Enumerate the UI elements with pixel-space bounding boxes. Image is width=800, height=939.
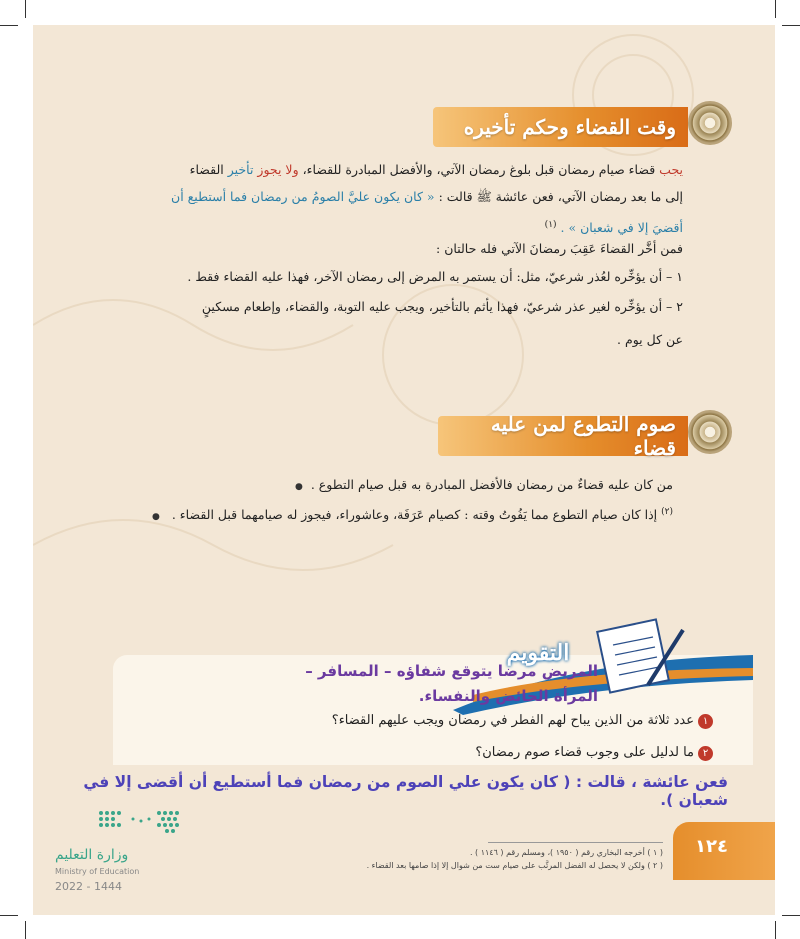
section-heading-makeup-time [433,107,688,147]
paragraph-line: فمن أخَّر القضاءَ عَقِبَ رمضانَ الآتي فله حالتان : [436,241,683,256]
crop-mark [775,0,776,18]
crop-mark [0,915,18,916]
edition-year: 2022 - 1444 [55,880,122,893]
crop-mark [0,25,18,26]
textbook-page [33,25,775,915]
ministry-logo-icon [93,807,193,839]
crop-mark [25,921,26,939]
typed-answer: فعن عائشة ، قالت : ( كان يكون علي الصوم من رمضان فما أستطيع أن أقضى إلا في شعبان ). [83,773,728,809]
evaluation-title: التقويم [506,640,570,666]
question-two: ٢ما لدليل على وجوب قضاء صوم رمضان؟ [393,745,713,761]
rosette-icon [688,101,732,145]
bullet-item: من كان عليه قضاءٌ من رمضان فالأفضل المبادرة به قبل صيام التطوع . ● [183,477,673,492]
paragraph-line: عن كل يوم . [617,332,683,347]
question-one: ١عدد ثلاثة من الذين يباح لهم الفطر في رمضان ويجب عليهم القضاء؟ [233,713,713,729]
handwritten-answer-line2: المرأة الحائض والنفساء. [418,687,598,705]
footnote-divider [488,842,663,843]
paragraph-line: إلى ما بعد رمضان الآتي، فعن عائشة ﷺ قالت : « كان يكون عليَّ الصومُ من رمضان فما أستطيع أن [171,189,683,204]
section-heading-voluntary-fast [438,412,688,460]
footnote-2: ( ٢ ) ولكن لا يحصل له الفضل المرتَّب على صيام ست من شوال إلا إذا صامها بعد القضاء . [366,861,663,870]
case-two: ٢ – أن يؤخِّره لغير عذر شرعيّ، فهذا يأثم بالتأخير، ويجب عليه التوبة، والقضاء، وإطعام مسكينٍ [201,299,683,314]
section-title: وقت القضاء وحكم تأخيره [463,115,676,139]
bullet-item: $^{(٢)}$ إذا كان صيام التطوع مما يَفُوتُ وقته : كصيام عَرَفَة، وعاشوراء، فيجوز له صيامهما قبل القضاء . ● [103,507,673,522]
crop-mark [782,25,800,26]
crop-mark [782,915,800,916]
section-title: صوم التطوع لمن عليه قضاء [490,412,676,460]
ministry-name-ar: وزارة التعليم [55,847,129,863]
footnote-1: ( ١ ) أخرجه البخاري رقم ( ١٩٥٠ )، ومسلم رقم ( ١١٤٦ ) . [469,848,663,857]
notepad-pen-icon [588,610,688,695]
crop-mark [25,0,26,18]
paragraph-line: يجب قضاء صيام رمضان قبل بلوغ رمضان الآتي، والأفضل المبادرة للقضاء، ولا يجوز تأخير القضاء [189,162,683,177]
rosette-icon [688,410,732,454]
case-one: ١ – أن يؤخِّره لعُذر شرعيّ، مثل: أن يستمر به المرض إلى رمضان الآخر، فهذا عليه القضاء فقط . [187,269,683,284]
handwritten-answer-line1: المريض مرضا يتوقع شفاؤه – المسافر – [305,662,598,680]
crop-mark [775,921,776,939]
page-number: ١٢٤ [695,836,728,857]
paragraph-line: أقضيَ إلا في شعبان » . $^{(١)}$ [544,220,683,236]
ministry-name-en: Ministry of Education [55,867,140,876]
page-number-tab [673,822,775,880]
